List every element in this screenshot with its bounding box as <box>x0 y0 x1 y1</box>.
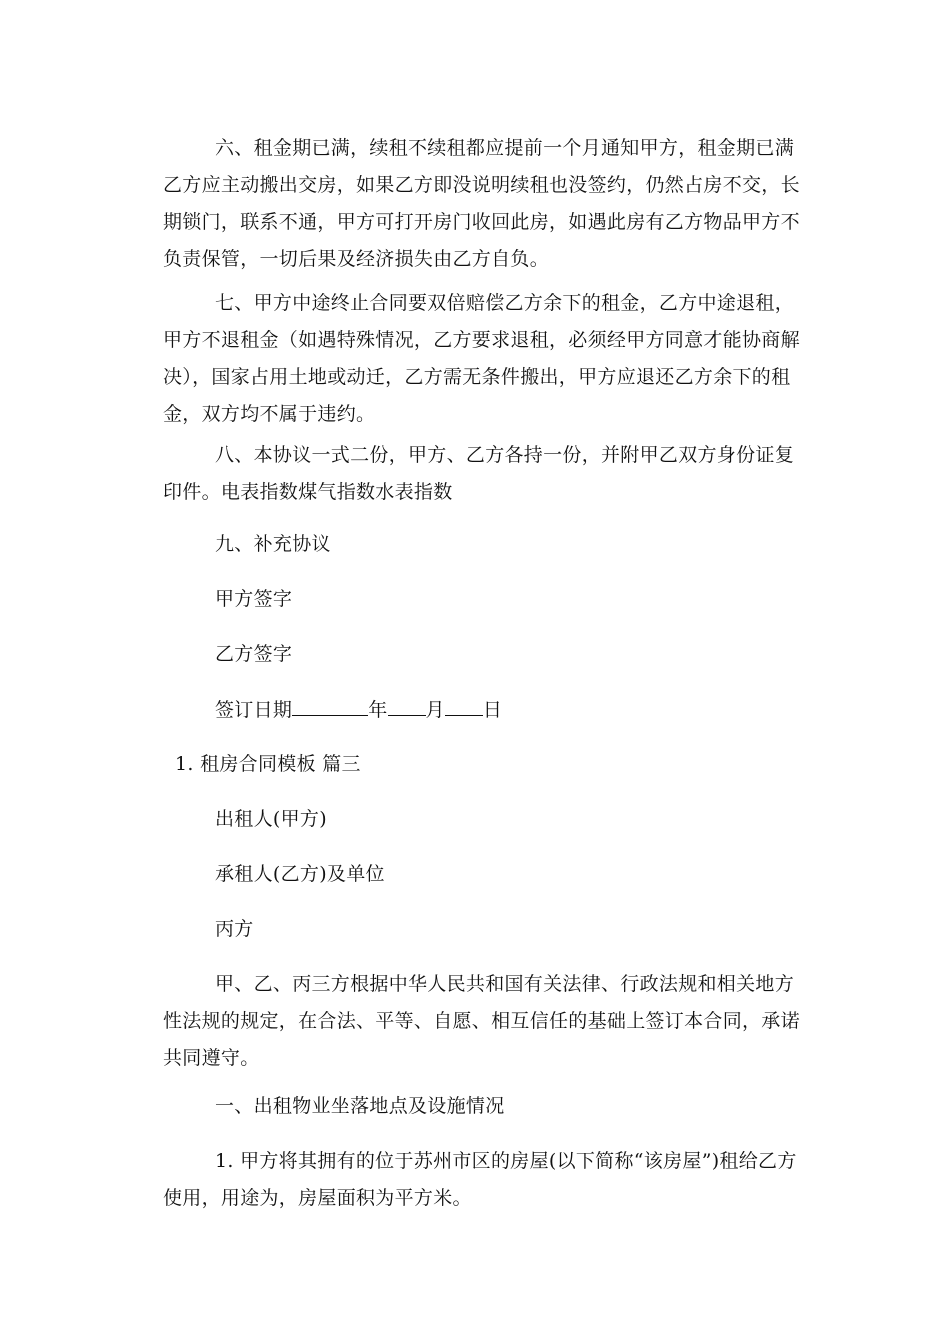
day-blank <box>445 691 483 716</box>
year-label: 年 <box>368 699 388 721</box>
signature-party-b: 乙方签字 <box>215 643 293 665</box>
preamble-paragraph: 甲、乙、丙三方根据中华人民共和国有关法律、行政法规和相关地方性法规的规定，在合法、平等、自愿、相互信任的基础上签订本合同，承诺共同遵守。 <box>163 973 800 1069</box>
signing-date-label: 签订日期 <box>215 699 293 721</box>
paragraph-clause-9: 九、补充协议 <box>215 533 331 555</box>
clause-1-item-1: 1. 甲方将其拥有的位于苏州市区的房屋(以下简称“该房屋”)租给乙方使用，用途为，房屋面积为平方米。 <box>163 1150 797 1209</box>
year-blank <box>292 691 368 716</box>
day-label: 日 <box>482 699 503 721</box>
month-blank <box>388 691 426 716</box>
lessor-label: 出租人(甲方) <box>215 808 327 830</box>
party-c-label: 丙方 <box>215 918 254 940</box>
signature-party-a: 甲方签字 <box>215 588 293 610</box>
paragraph-clause-6: 六、租金期已满，续租不续租都应提前一个月通知甲方，租金期已满乙方应主动搬出交房，如果乙方即没说明续租也没签约，仍然占房不交，长期锁门，联系不通，甲方可打开房门收回此房，如遇此房有乙方物品甲方不负责保管，一切后果及经济损失由乙方自负。 <box>163 137 800 270</box>
clause-1-title: 一、出租物业坐落地点及设施情况 <box>215 1095 505 1117</box>
paragraph-clause-7: 七、甲方中途终止合同要双倍赔偿乙方余下的租金，乙方中途退租，甲方不退租金（如遇特殊情况，乙方要求退租，必须经甲方同意才能协商解决），国家占用土地或动迁，乙方需无条件搬出，甲方应退还乙方余下的租金，双方均不属于违约。 <box>163 292 800 425</box>
paragraph-clause-8: 八、本协议一式二份，甲方、乙方各持一份，并附甲乙双方身份证复印件。电表指数煤气指数水表指数 <box>163 444 795 503</box>
signing-date-line <box>215 691 502 729</box>
month-label: 月 <box>425 699 445 721</box>
lessee-label: 承租人(乙方)及单位 <box>215 863 385 885</box>
section-heading: 1. 租房合同模板 篇三 <box>175 753 361 775</box>
